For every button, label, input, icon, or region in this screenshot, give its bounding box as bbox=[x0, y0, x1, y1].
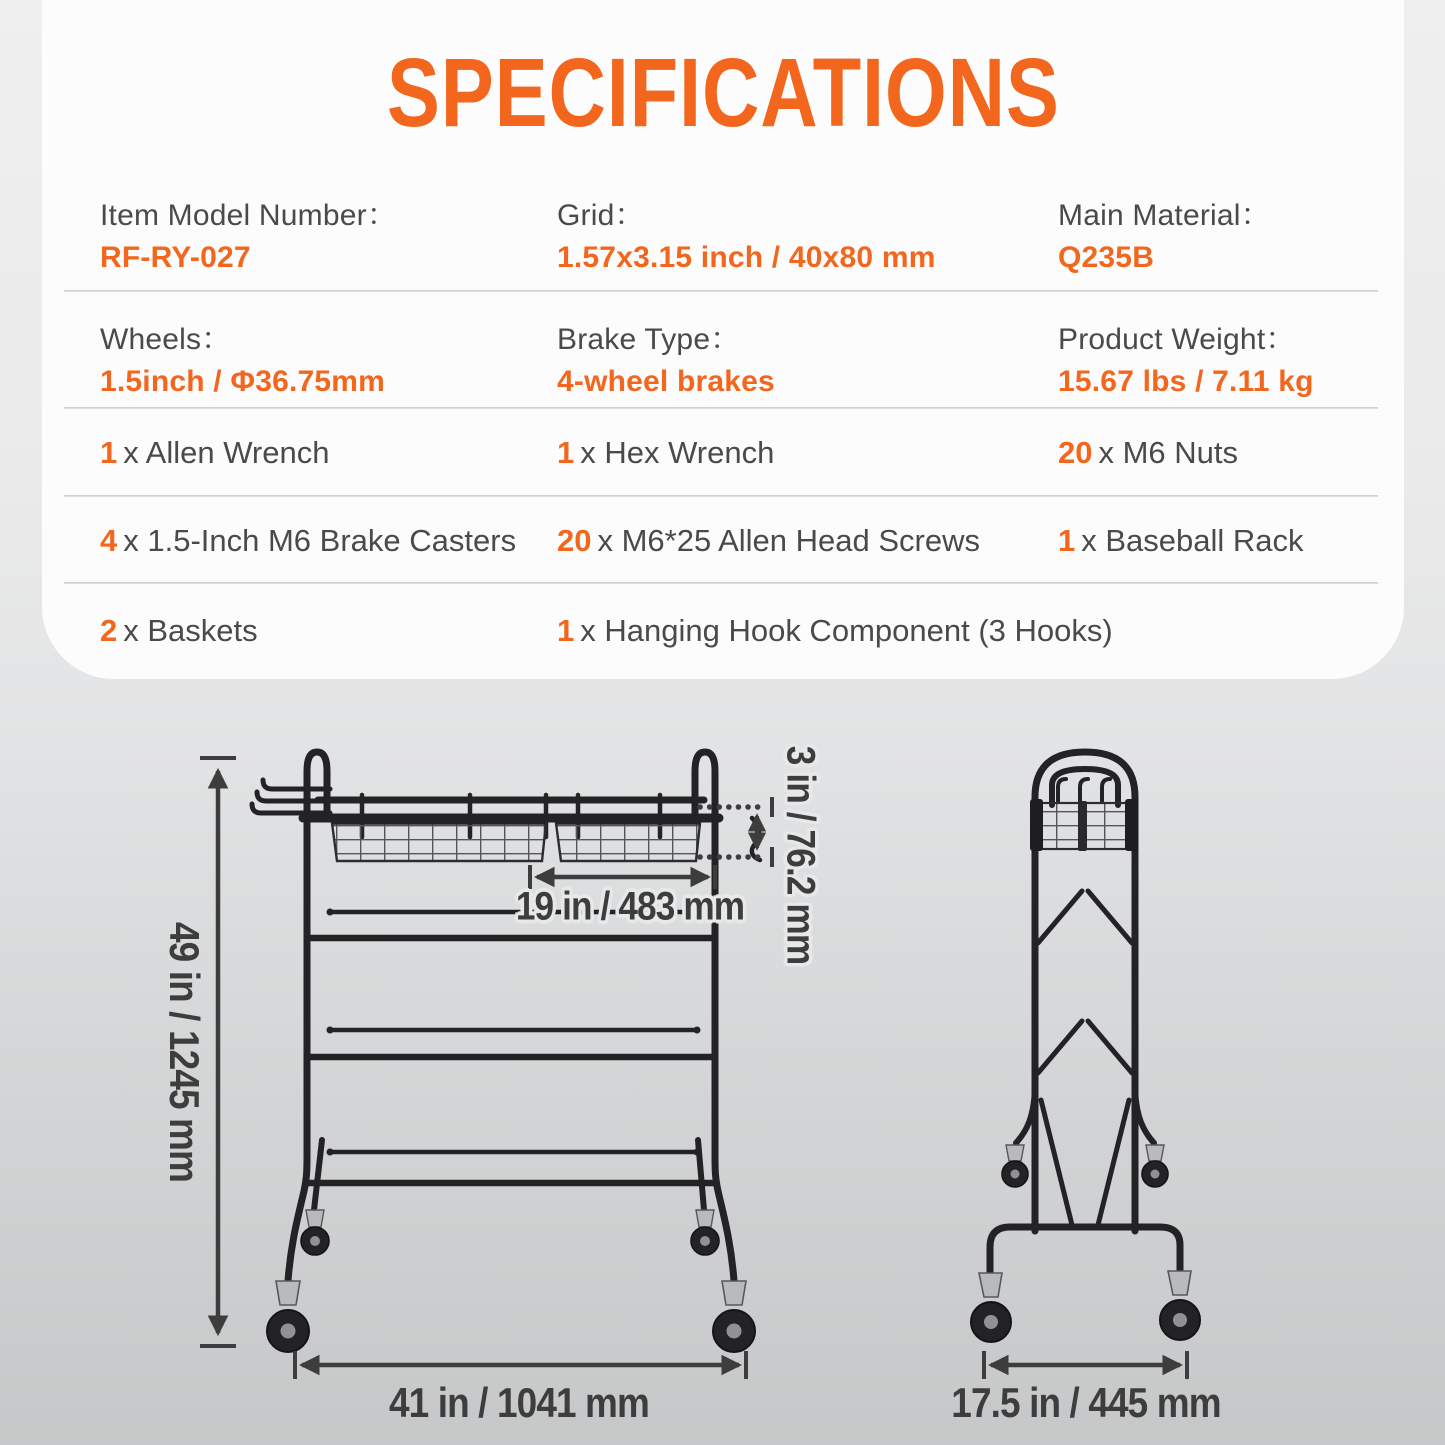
spec-card bbox=[42, 0, 1404, 679]
page-title-text: SPECIFICATIONS bbox=[386, 38, 1060, 147]
part-baseball-rack bbox=[1058, 523, 1404, 559]
part-brake-casters bbox=[100, 523, 557, 559]
part-baskets-qty: 2 bbox=[100, 613, 118, 648]
part-hook-component-qty: 1 bbox=[557, 613, 575, 648]
wheels-value: 1.5inch / Φ36.75mm bbox=[100, 365, 386, 398]
part-hex-wrench-qty: 1 bbox=[557, 435, 575, 470]
part-allen-screws-label: x M6*25 Allen Head Screws bbox=[597, 522, 981, 558]
part-allen-screws bbox=[557, 523, 1058, 559]
part-brake-casters-qty: 4 bbox=[100, 522, 118, 558]
material-value: Q235B bbox=[1058, 241, 1155, 274]
weight-value: 15.67 lbs / 7.11 kg bbox=[1058, 365, 1314, 398]
spec-row-2 bbox=[42, 292, 1404, 409]
parts-row-2 bbox=[42, 497, 1404, 584]
wheels-label: Wheels： bbox=[100, 323, 232, 356]
grid-label: Grid： bbox=[557, 199, 645, 232]
side-view-basket bbox=[1030, 799, 1138, 851]
part-allen-wrench-qty: 1 bbox=[100, 435, 118, 470]
spec-wheels bbox=[100, 314, 557, 399]
part-brake-casters-label: x 1.5-Inch M6 Brake Casters bbox=[123, 522, 517, 558]
rack-line-drawing bbox=[0, 685, 1445, 1445]
part-allen-wrench bbox=[100, 435, 557, 471]
parts-row-3 bbox=[42, 584, 1404, 678]
part-allen-wrench-label: x Allen Wrench bbox=[123, 435, 330, 470]
brake-label: Brake Type： bbox=[557, 323, 741, 356]
part-baseball-rack-qty: 1 bbox=[1058, 522, 1076, 558]
parts-row-1 bbox=[42, 409, 1404, 497]
part-m6-nuts-label: x M6 Nuts bbox=[1098, 435, 1239, 470]
dimension-depth-label: 17.5 in / 445 mm bbox=[951, 1379, 1221, 1426]
dimension-width-label: 41 in / 1041 mm bbox=[388, 1379, 650, 1426]
spec-material bbox=[1058, 190, 1404, 275]
part-hex-wrench bbox=[557, 435, 1058, 471]
spec-brake bbox=[557, 314, 1058, 399]
front-view-baskets bbox=[332, 823, 700, 861]
dimension-height-label: 49 in / 1245 mm bbox=[161, 921, 208, 1183]
model-label: Item Model Number： bbox=[100, 199, 398, 232]
weight-label: Product Weight： bbox=[1058, 323, 1296, 356]
brake-value: 4-wheel brakes bbox=[557, 365, 775, 398]
part-baskets bbox=[100, 613, 557, 649]
dimension-basket-length-label: 19 in / 483 mm bbox=[515, 884, 745, 929]
spec-row-1 bbox=[42, 168, 1404, 292]
part-m6-nuts-qty: 20 bbox=[1058, 435, 1093, 470]
part-hook-component-label: x Hanging Hook Component (3 Hooks) bbox=[580, 613, 1113, 648]
spec-weight bbox=[1058, 314, 1404, 399]
dimension-diagram bbox=[0, 685, 1445, 1445]
grid-value: 1.57x3.15 inch / 40x80 mm bbox=[557, 241, 936, 274]
front-view-casters bbox=[267, 1210, 755, 1352]
material-label: Main Material： bbox=[1058, 199, 1271, 232]
part-baskets-label: x Baskets bbox=[123, 613, 258, 648]
part-baseball-rack-label: x Baseball Rack bbox=[1081, 522, 1304, 558]
part-hex-wrench-label: x Hex Wrench bbox=[580, 435, 775, 470]
part-m6-nuts bbox=[1058, 435, 1404, 471]
part-hook-component bbox=[557, 613, 1404, 649]
side-view-casters bbox=[971, 1145, 1200, 1342]
spec-grid bbox=[557, 190, 1058, 275]
model-value: RF-RY-027 bbox=[100, 241, 251, 274]
spec-model bbox=[100, 190, 557, 275]
page-title bbox=[42, 0, 1404, 168]
dimension-basket-depth-label: 3 in / 76.2 mm bbox=[778, 745, 823, 965]
part-allen-screws-qty: 20 bbox=[557, 522, 592, 558]
